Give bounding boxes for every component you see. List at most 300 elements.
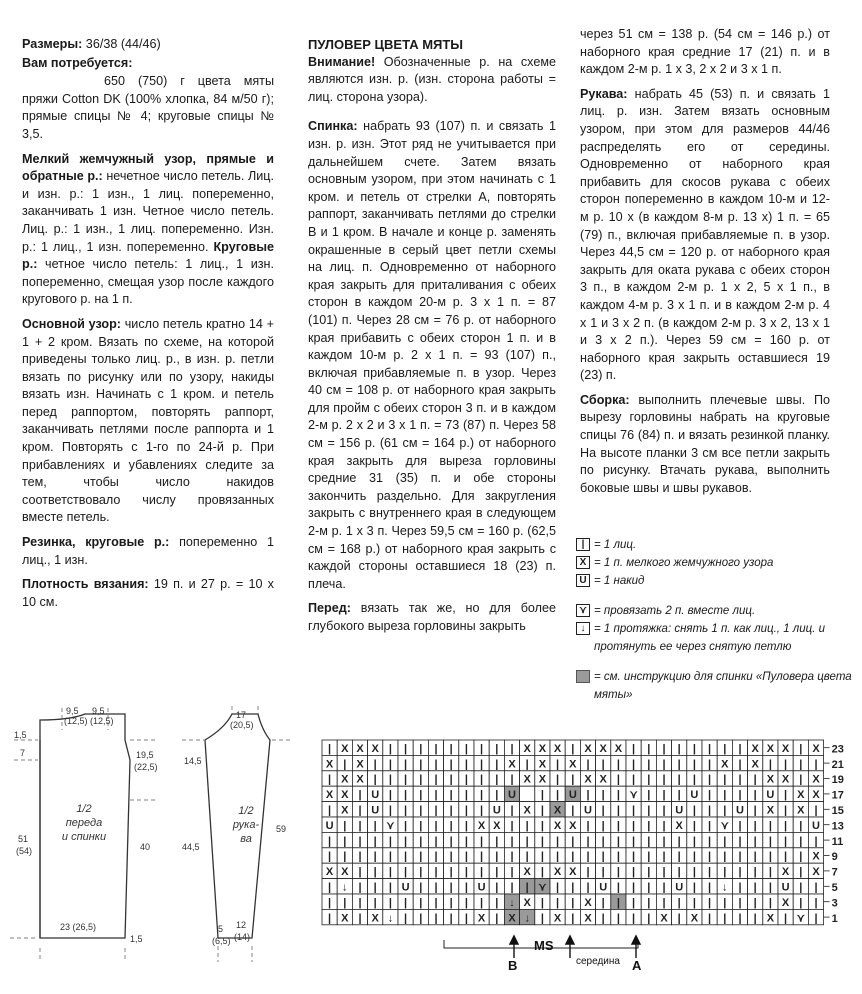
chart-symbol: | <box>358 912 362 925</box>
legend-text: = 1 протяжка: снять 1 п. как лиц., 1 лиц. и протянуть ее через снятую петлю <box>594 623 826 653</box>
chart-symbol: X <box>584 742 592 755</box>
chart-symbol: | <box>784 789 788 802</box>
chart-symbol: | <box>358 819 362 832</box>
chart-symbol: X <box>523 866 531 879</box>
sleeve-label: ва <box>240 833 252 845</box>
chart-symbol: | <box>495 912 499 925</box>
chart-symbol: | <box>708 912 712 925</box>
chart-symbol: | <box>677 758 681 771</box>
chart-symbol: | <box>434 758 438 771</box>
chart-symbol: U <box>812 819 820 832</box>
chart-symbol: | <box>738 881 742 894</box>
chart-symbol: | <box>692 866 696 879</box>
gauge-label: Плотность вязания: <box>22 577 149 592</box>
chart-symbol: | <box>753 804 757 817</box>
chart-symbol: U <box>508 789 516 802</box>
chart-symbol: | <box>434 804 438 817</box>
ms-label: MS <box>534 938 554 953</box>
chart-symbol: | <box>677 789 681 802</box>
chart-symbol: | <box>434 881 438 894</box>
chart-symbol: | <box>480 773 484 786</box>
dim-text: 9,5 <box>66 706 79 716</box>
chart-symbol: | <box>540 835 544 848</box>
chart-symbol: | <box>784 850 788 863</box>
chart-symbol: | <box>328 881 332 894</box>
chart-symbol: | <box>616 835 620 848</box>
chart-symbol: X <box>356 742 364 755</box>
main-pattern-label: Основной узор: <box>22 316 121 331</box>
legend-item-seed <box>576 554 856 572</box>
chart-symbol: | <box>677 773 681 786</box>
chart-symbol: | <box>708 804 712 817</box>
chart-symbol: | <box>692 819 696 832</box>
chart-symbol: | <box>510 819 514 832</box>
chart-symbol: | <box>556 835 560 848</box>
chart-symbol: | <box>464 850 468 863</box>
legend-text: = 1 п. мелкого жемчужного узора <box>594 557 774 569</box>
chart-symbol: X <box>766 773 775 786</box>
chart-symbol: | <box>510 881 514 894</box>
chart-cell <box>520 786 535 801</box>
dim-text: 5 <box>218 924 224 934</box>
chart-symbol: ↓ <box>387 912 394 925</box>
chart-symbol: | <box>708 835 712 848</box>
chart-symbol: | <box>784 819 788 832</box>
chart-symbol: | <box>464 804 468 817</box>
chart-symbol: | <box>510 866 514 879</box>
chart-symbol: | <box>616 850 620 863</box>
chart-symbol: X <box>599 742 607 755</box>
chart-symbol: | <box>358 896 362 909</box>
body-label: переда <box>65 817 103 829</box>
chart-symbol: | <box>692 835 696 848</box>
body-label: и спинки <box>61 831 107 843</box>
chart-symbol: X <box>356 758 364 771</box>
chart-symbol: | <box>692 742 696 755</box>
chart-symbol: | <box>328 773 332 786</box>
chart-symbol: | <box>616 896 620 909</box>
chart-symbol: X <box>781 866 790 879</box>
chart-symbol: X <box>341 789 349 802</box>
chart-symbol: X <box>812 850 820 863</box>
chart-symbol: | <box>328 835 332 848</box>
row-number: 11 <box>831 835 844 848</box>
main-pattern-text: число петель кратно 14 + 1 + 2 кром. Вязать по схеме, на которой приведены только лиц. р., в изн. р. петли вязать по рисунку или по узору, накиды вязать изн. Начинать с 1 кром. и петель перед раппортом, повторять раппорт, заканчивать петлями после раппорта и 1 кром. Повторять с 1-го по 24-й р. При прибавлениях и убавлениях следите за тем, чтобы число накидов соответствовало числу провязанных вместе петель. <box>22 316 274 525</box>
chart-symbol: | <box>419 758 423 771</box>
chart-symbol: | <box>464 758 468 771</box>
dim-text: 1,5 <box>14 730 27 740</box>
chart-symbol: | <box>708 896 712 909</box>
chart-symbol: X <box>553 742 562 755</box>
chart-symbol: U <box>325 819 334 832</box>
chart-symbol: | <box>525 850 529 863</box>
chart-symbol: | <box>449 804 453 817</box>
chart-symbol: | <box>556 789 560 802</box>
chart-symbol: | <box>571 804 575 817</box>
chart-symbol: | <box>464 773 468 786</box>
legend-item-yarn-over <box>576 572 856 590</box>
chart-symbol: | <box>434 742 438 755</box>
chart-symbol: | <box>480 850 484 863</box>
chart-symbol: | <box>404 804 408 817</box>
legend-item-gray <box>576 668 856 704</box>
chart-symbol: | <box>768 819 772 832</box>
chart-symbol: | <box>768 835 772 848</box>
attention-label: Внимание! <box>308 54 376 69</box>
chart-symbol: X <box>553 819 562 832</box>
chart-symbol: | <box>616 881 620 894</box>
chart-symbol: X <box>675 819 683 832</box>
chart-symbol: | <box>388 896 392 909</box>
chart-symbol: | <box>723 912 727 925</box>
chart-symbol: | <box>449 773 453 786</box>
pattern1-text: нечетное число петель. Лиц. и изн. р.: 1 изн., 1 лиц. попеременно, заканчивать 1 изн. Четное число петель. Лиц. р.: 1 изн., 1 лиц. попеременно. Изн. р.: 1 лиц., 1 изн. попеременно. <box>22 169 274 254</box>
chart-symbol: | <box>388 773 392 786</box>
chart-symbol: | <box>586 819 590 832</box>
chart-symbol: | <box>388 742 392 755</box>
dim-text: (12,5) <box>90 716 114 726</box>
chart-symbol: | <box>601 819 605 832</box>
arrow-a-label: A <box>632 958 642 973</box>
chart-symbol: | <box>373 758 377 771</box>
chart-symbol: | <box>662 819 666 832</box>
chart-symbol: ⋎ <box>538 881 547 894</box>
chart-symbol: | <box>662 758 666 771</box>
chart-symbol: | <box>647 850 651 863</box>
chart-symbol: | <box>616 912 620 925</box>
chart-symbol: X <box>569 819 577 832</box>
chart-symbol: | <box>708 789 712 802</box>
chart-symbol: | <box>662 866 666 879</box>
chart-symbol: | <box>419 742 423 755</box>
chart-symbol: | <box>708 773 712 786</box>
chart-symbol: | <box>799 850 803 863</box>
chart-symbol: | <box>343 758 347 771</box>
chart-symbol: X <box>341 773 349 786</box>
chart-symbol: X <box>584 773 592 786</box>
chart-symbol: | <box>814 835 818 848</box>
chart-symbol: X <box>341 912 349 925</box>
chart-symbol: | <box>495 881 499 894</box>
chart-symbol: | <box>768 866 772 879</box>
chart-symbol: | <box>464 896 468 909</box>
chart-symbol: | <box>419 804 423 817</box>
chart-symbol: | <box>571 912 575 925</box>
row-number: 15 <box>831 805 844 817</box>
chart-symbol: | <box>449 896 453 909</box>
chart-symbol: X <box>325 866 334 879</box>
chart-symbol: | <box>343 850 347 863</box>
chart-symbol: | <box>388 758 392 771</box>
gray-square-icon <box>576 670 590 683</box>
chart-symbol: | <box>723 742 727 755</box>
chart-symbol: | <box>419 881 423 894</box>
dim-text: (12,5) <box>64 716 88 726</box>
chart-symbol: X <box>812 773 820 786</box>
text-column-3 <box>580 26 830 498</box>
chart-symbol: | <box>586 850 590 863</box>
chart-symbol: | <box>662 789 666 802</box>
chart-symbol: | <box>571 773 575 786</box>
chart-symbol: | <box>510 773 514 786</box>
chart-symbol: | <box>495 758 499 771</box>
legend-item-skpo <box>576 620 856 656</box>
chart-symbol: | <box>708 881 712 894</box>
chart-symbol: | <box>373 896 377 909</box>
chart-symbol: ⋎ <box>720 819 729 832</box>
rib-text: попеременно 1 лиц., 1 изн. <box>22 535 275 567</box>
chart-symbol: | <box>388 866 392 879</box>
sleeve-label: 1/2 <box>238 805 254 817</box>
chart-symbol: | <box>540 850 544 863</box>
chart-symbol: | <box>388 789 392 802</box>
chart-symbol: | <box>358 835 362 848</box>
body-label: 1/2 <box>76 803 92 815</box>
chart-symbol: X <box>325 789 334 802</box>
dim-text: 19,5 <box>136 750 154 760</box>
chart-symbol: | <box>738 896 742 909</box>
materials-label: Вам потребуется: <box>22 55 133 70</box>
chart-symbol: | <box>404 835 408 848</box>
chart-symbol: | <box>388 835 392 848</box>
chart-symbol: | <box>768 881 772 894</box>
chart-symbol: | <box>799 866 803 879</box>
chart-symbol: | <box>480 896 484 909</box>
chart-symbol: | <box>495 742 499 755</box>
chart-symbol: | <box>434 819 438 832</box>
chart-symbol: X <box>477 819 486 832</box>
chart-symbol: | <box>328 804 332 817</box>
chart-symbol: | <box>419 789 423 802</box>
chart-symbol: | <box>556 773 560 786</box>
chart-symbol: | <box>723 804 727 817</box>
chart-symbol: | <box>647 835 651 848</box>
chart-symbol: | <box>404 866 408 879</box>
chart-symbol: | <box>784 912 788 925</box>
legend-text: = провязать 2 п. вместе лиц. <box>594 605 756 617</box>
dim-text: 44,5 <box>182 842 200 852</box>
chart-symbol: | <box>525 881 529 894</box>
chart-symbol: | <box>738 758 742 771</box>
chart-symbol: ⋎ <box>386 819 395 832</box>
chart-symbol: | <box>692 896 696 909</box>
chart-symbol: X <box>508 912 516 925</box>
chart-symbol: | <box>601 804 605 817</box>
chart-symbol: | <box>677 866 681 879</box>
chart-symbol: X <box>493 819 501 832</box>
chart-symbol: | <box>632 881 636 894</box>
dim-text: 7 <box>20 748 26 758</box>
chart-symbol: X <box>341 742 349 755</box>
chart-symbol: | <box>784 758 788 771</box>
pattern1-round-text: четное число петель: 1 лиц., 1 изн. попеременно, смещая узор после каждого кругового р. на 1 п. <box>22 257 274 307</box>
chart-symbol: | <box>373 866 377 879</box>
chart-symbol: | <box>723 850 727 863</box>
chart-symbol: | <box>358 866 362 879</box>
chart-symbol: | <box>662 773 666 786</box>
chart-symbol: | <box>419 896 423 909</box>
chart-symbol: | <box>388 850 392 863</box>
chart-symbol: U <box>584 804 592 817</box>
back-text: набрать 93 (107) п. и связать 1 изн. р. изн. Этот ряд не учитывается при дальнейшем счете. Затем вязать основным узором, при этом начинать с 1 кром. и петель от стрелки А, повторять раппорт, заканчивать петлями до стрелки В и 1 кром. В начале и конце р. заменять окрашенные в серый цвет петли схемы на лиц. п. Одновременно от наборного края закрыть для приталивания с обеих сторон в каждом 20-м р. 3 х 1 п. = 87 (101) п. Через 28 см = 76 р. от наборного края прибавить с обеих сторон 1 п. и в каждом 10-м р. 2 х 1 п. = 93 (107) п., включая прибавляемые п. в узор. Через 40 см = 108 р. от наборного края закрыть для пройм с обеих сторон 3 п. и в каждом 2-м р. 2 х 2 и 3 х 1 п. = 73 (87) п. Через 58 см = 156 р. (61 см = 164 р.) от наборного края закрыть для выреза горловины средние 31 (35) п. и обе стороны закончить раздельно. Для закругления закрыть с внутреннего края в следующем 2-м р. 1 х 3 п. Через 59,5 см = 160 р. (62,5 см = 168 р.) от наборного края закрыть с каждой стороны оставшиеся 18 (23) п. плеча. <box>308 119 556 591</box>
chart-symbol: X <box>781 896 790 909</box>
legend-text: = см. инструкцию для спинки «Пуловера цвета мяты» <box>594 671 852 701</box>
chart-symbol: | <box>647 866 651 879</box>
chart-symbol: | <box>495 773 499 786</box>
garment-schematics <box>0 700 310 970</box>
chart-symbol: | <box>723 896 727 909</box>
chart-symbol: | <box>738 835 742 848</box>
chart-symbol: | <box>510 850 514 863</box>
chart-symbol: | <box>662 804 666 817</box>
chart-symbol: | <box>464 866 468 879</box>
dim-text: (6,5) <box>212 936 231 946</box>
chart-symbol: X <box>553 866 562 879</box>
chart-symbol: | <box>556 758 560 771</box>
chart-symbol: X <box>553 912 562 925</box>
chart-symbol: U <box>690 789 699 802</box>
chart-symbol: | <box>449 819 453 832</box>
pattern1-round-label: Круговые р.: <box>22 239 274 272</box>
chart-symbol: X <box>523 773 531 786</box>
row-number: 17 <box>831 789 844 802</box>
chart-symbol: | <box>495 789 499 802</box>
chart-symbol: | <box>753 912 757 925</box>
chart-symbol: | <box>692 881 696 894</box>
chart-symbol: | <box>799 758 803 771</box>
chart-symbol: X <box>599 773 607 786</box>
chart-symbol: | <box>616 789 620 802</box>
chart-symbol: | <box>540 896 544 909</box>
chart-symbol: | <box>784 804 788 817</box>
chart-symbol: | <box>662 850 666 863</box>
assembly-label: Сборка: <box>580 392 630 407</box>
chart-symbol: | <box>677 912 681 925</box>
chart-symbol: | <box>616 866 620 879</box>
middle-label: середина <box>576 956 620 967</box>
chart-symbol: | <box>434 773 438 786</box>
chart-symbol: | <box>632 912 636 925</box>
dim-text: 59 <box>276 824 287 834</box>
chart-symbol: | <box>647 773 651 786</box>
chart-symbol: X <box>523 804 531 817</box>
chart-symbol: | <box>571 881 575 894</box>
chart-symbol: | <box>632 835 636 848</box>
chart-symbol: | <box>358 850 362 863</box>
chart-symbol: | <box>464 912 468 925</box>
chart-symbol: | <box>647 819 651 832</box>
chart-symbol: | <box>586 835 590 848</box>
chart-symbol: | <box>586 881 590 894</box>
chart-symbol: | <box>540 819 544 832</box>
chart-symbol: | <box>677 850 681 863</box>
knitting-chart <box>320 736 850 986</box>
chart-symbol: | <box>632 866 636 879</box>
chart-symbol: | <box>586 789 590 802</box>
chart-symbol: | <box>343 835 347 848</box>
chart-symbol: | <box>434 850 438 863</box>
chart-legend <box>576 536 856 704</box>
chart-symbol: U <box>781 881 790 894</box>
chart-symbol: | <box>738 866 742 879</box>
front-continued-text: через 51 см = 138 р. (54 см = 146 р.) от наборного края средние 17 (21) п. и в каждом 2-м р. 1 х 3, 2 х 2 и 3 х 1 п. <box>580 27 830 77</box>
chart-symbol: X <box>569 866 577 879</box>
chart-symbol: | <box>632 773 636 786</box>
chart-symbol: X <box>569 758 577 771</box>
chart-symbol: X <box>523 742 531 755</box>
chart-symbol: | <box>692 773 696 786</box>
chart-symbol: U <box>492 804 501 817</box>
yarn-over-icon: U <box>576 574 590 587</box>
chart-symbol: X <box>508 758 516 771</box>
chart-symbol: | <box>419 850 423 863</box>
chart-symbol: | <box>449 881 453 894</box>
chart-symbol: X <box>538 742 547 755</box>
chart-symbol: | <box>328 912 332 925</box>
chart-symbol: | <box>647 742 651 755</box>
chart-symbol: | <box>480 835 484 848</box>
chart-symbol: | <box>373 835 377 848</box>
chart-symbol: | <box>434 912 438 925</box>
chart-symbol: | <box>388 804 392 817</box>
chart-symbol: | <box>814 758 818 771</box>
chart-symbol: | <box>449 866 453 879</box>
chart-symbol: | <box>692 804 696 817</box>
row-number: 5 <box>831 882 838 894</box>
chart-symbol: | <box>404 896 408 909</box>
chart-symbol: | <box>616 773 620 786</box>
chart-symbol: | <box>753 789 757 802</box>
chart-symbol: | <box>449 742 453 755</box>
row-number: 1 <box>831 912 838 925</box>
chart-symbol: | <box>328 850 332 863</box>
chart-symbol: | <box>480 758 484 771</box>
chart-symbol: | <box>571 896 575 909</box>
chart-symbol: | <box>419 819 423 832</box>
dim-text: 12 <box>236 920 247 930</box>
chart-symbol: U <box>599 881 608 894</box>
chart-symbol: | <box>358 804 362 817</box>
chart-symbol: | <box>753 773 757 786</box>
chart-symbol: | <box>692 850 696 863</box>
legend-text: = 1 лиц. <box>594 539 637 551</box>
chart-symbol: U <box>371 789 380 802</box>
chart-symbol: X <box>751 742 759 755</box>
chart-symbol: | <box>799 773 803 786</box>
rib-label: Резинка, круговые р.: <box>22 535 170 550</box>
chart-symbol: | <box>495 866 499 879</box>
chart-symbol: | <box>358 881 362 894</box>
text-column-1 <box>22 36 274 612</box>
seed-stitch-icon: X <box>576 556 590 569</box>
chart-symbol: U <box>371 804 380 817</box>
back-label: Спинка: <box>308 119 358 134</box>
chart-symbol: | <box>616 819 620 832</box>
chart-symbol: | <box>464 789 468 802</box>
chart-symbol: | <box>556 881 560 894</box>
sleeves-label: Рукава: <box>580 86 628 101</box>
chart-symbol: | <box>708 866 712 879</box>
chart-symbol: | <box>662 896 666 909</box>
chart-symbol: | <box>677 742 681 755</box>
chart-symbol: ↓ <box>722 881 728 894</box>
chart-symbol: | <box>784 835 788 848</box>
chart-symbol: | <box>404 758 408 771</box>
chart-symbol: | <box>556 896 560 909</box>
chart-symbol: | <box>662 881 666 894</box>
chart-symbol: | <box>404 742 408 755</box>
chart-symbol: | <box>404 912 408 925</box>
